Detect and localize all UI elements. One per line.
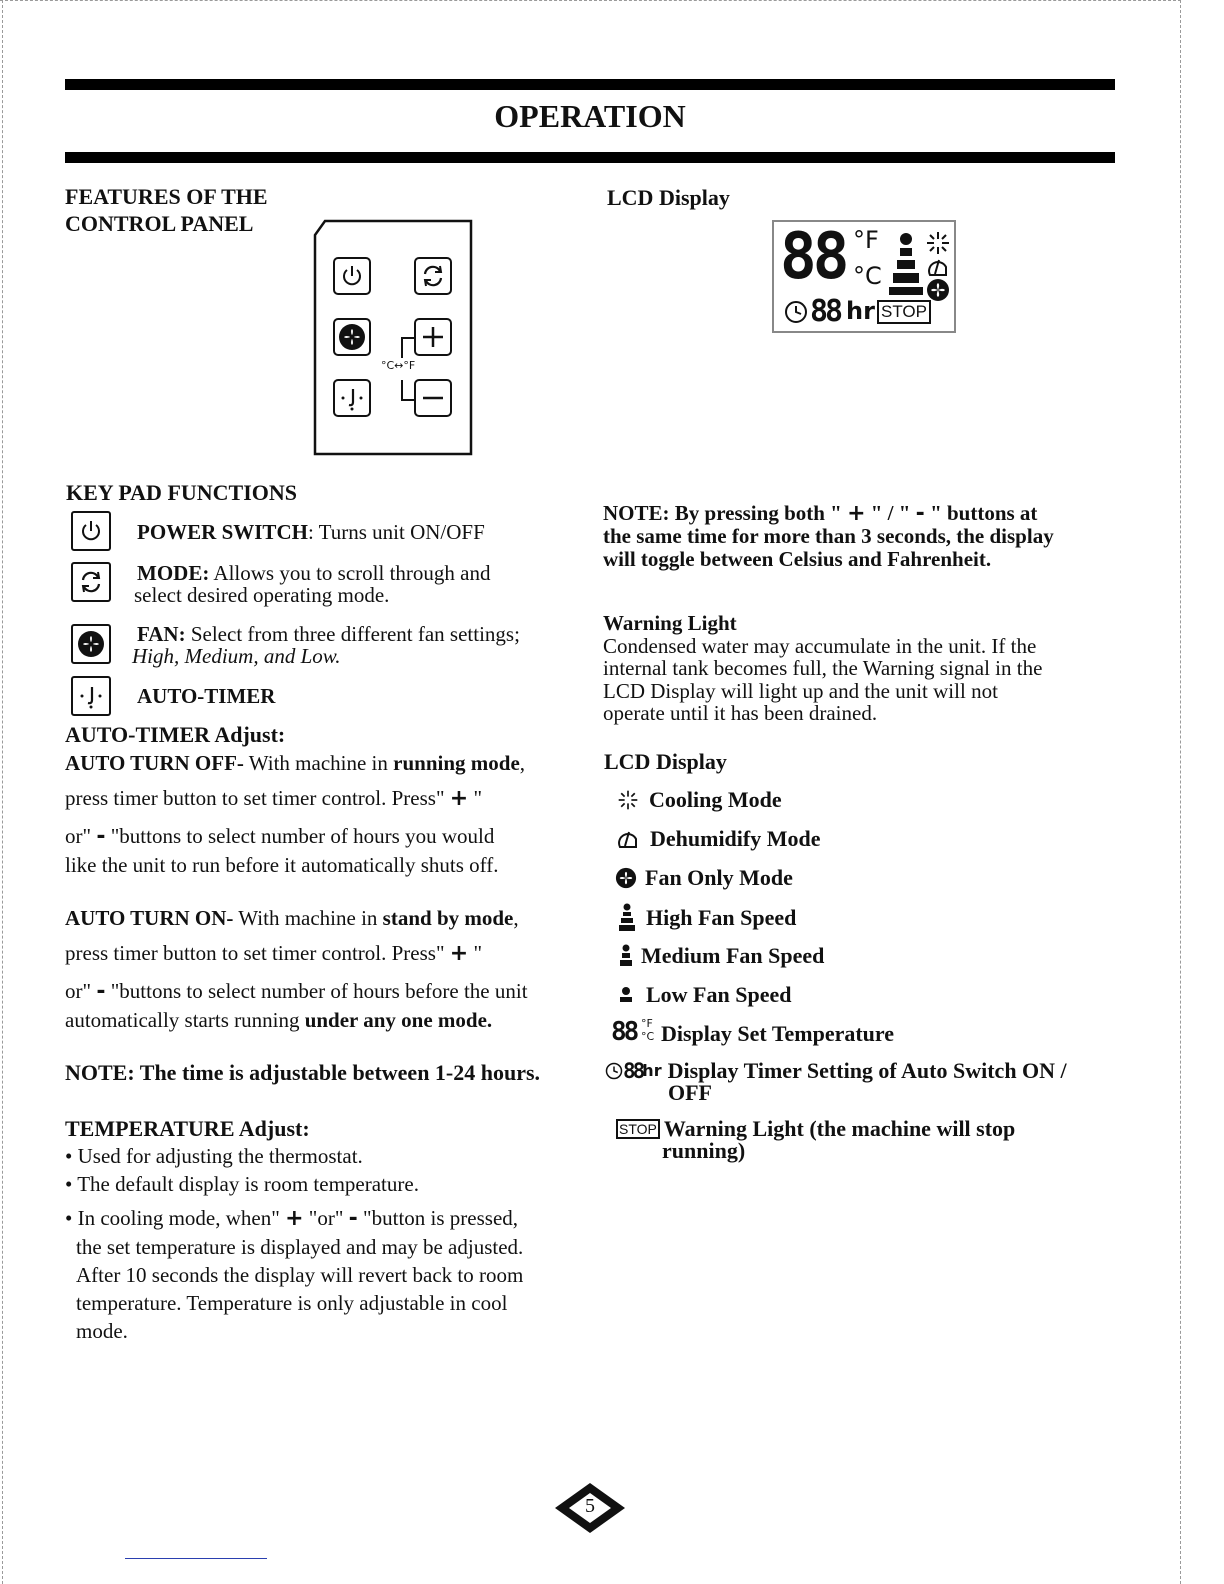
key-mode-name: MODE: — [137, 561, 210, 585]
keypad-heading: KEY PAD FUNCTIONS — [66, 480, 298, 505]
minus-symbol: - — [96, 979, 106, 1004]
fan-icon — [926, 278, 950, 302]
mode-cycle-icon — [78, 569, 104, 595]
page-border-top — [0, 0, 1181, 1]
plus-symbol: + — [449, 786, 469, 811]
timer-adjust-heading: AUTO-TIMER Adjust: — [65, 722, 286, 747]
plus-symbol: + — [449, 941, 469, 966]
note-toggle-l3: will toggle between Celsius and Fahrenheit. — [603, 547, 992, 571]
panel-minus-button[interactable] — [414, 379, 452, 417]
minus-symbol: - — [96, 824, 106, 849]
auto-turn-on-block — [65, 904, 528, 1034]
temperature-adjust-heading: TEMPERATURE Adjust: — [65, 1116, 310, 1141]
legend-warning-label2: running) — [662, 1138, 746, 1163]
minus-symbol: - — [915, 501, 925, 526]
under-any-one-mode-text: under any one mode. — [304, 1008, 493, 1032]
auto-turn-on-line2b: " — [468, 941, 483, 965]
set-temperature-icon — [611, 1017, 657, 1047]
plus-symbol: + — [847, 501, 866, 526]
timer-icon — [78, 683, 104, 709]
auto-turn-off-label: AUTO TURN OFF- — [65, 751, 244, 775]
warning-line-1: Condensed water may accumulate in the unit. If the — [603, 633, 1037, 658]
warning-light-heading: Warning Light — [603, 611, 737, 635]
key-power-text — [137, 518, 485, 546]
legend-fan-only-mode — [615, 865, 793, 891]
key-mode-desc: Allows you to scroll through and — [209, 561, 491, 585]
legend-timer-label2: OFF — [668, 1080, 712, 1105]
page-number-badge — [553, 1481, 627, 1535]
page-number: 5 — [585, 1495, 595, 1517]
legend-timer-label: Display Timer Setting of Auto Switch ON / — [667, 1058, 1067, 1083]
key-power-name: POWER SWITCH — [137, 520, 308, 544]
panel-fan-button[interactable] — [333, 318, 371, 356]
auto-turn-on-line3b: "buttons to select number of hours before the unit — [105, 979, 528, 1003]
lcd-display-heading: LCD Display — [607, 185, 730, 210]
lcd-hr-label: hr — [846, 297, 875, 325]
features-heading-line2: CONTROL PANEL — [65, 211, 254, 236]
legend-warning-light — [616, 1118, 1015, 1162]
note-toggle-b: " / " — [865, 501, 916, 525]
fan-icon — [76, 629, 106, 659]
legend-set-temp-label: Display Set Temperature — [661, 1021, 895, 1046]
set-temp-unit-f: °F — [641, 1017, 653, 1030]
lcd-celsius-label: °C — [853, 262, 882, 290]
legend-cooling-label: Cooling Mode — [649, 787, 782, 812]
timer-digits: 88 — [623, 1059, 643, 1083]
warning-light-section — [603, 612, 1042, 725]
page-border-right — [1180, 0, 1181, 1584]
key-mode-text — [134, 561, 491, 607]
panel-power-button[interactable] — [333, 257, 371, 295]
key-timer-name: AUTO-TIMER — [137, 684, 276, 708]
plus-symbol: + — [285, 1206, 304, 1231]
header-rule-bottom — [65, 152, 1115, 163]
features-heading-line1: FEATURES OF THE — [65, 184, 268, 209]
temp-bullet-3-l4: temperature. Temperature is only adjustable in cool — [76, 1291, 508, 1315]
temp-bullet-3-l5: mode. — [76, 1319, 128, 1343]
lcd-fahrenheit-label: °F — [853, 226, 879, 254]
panel-plus-button[interactable] — [414, 318, 452, 356]
power-icon — [340, 264, 364, 288]
bottom-link-underline — [125, 1558, 267, 1559]
auto-turn-on-label: AUTO TURN ON- — [65, 906, 234, 930]
lcd-legend-heading: LCD Display — [604, 749, 727, 774]
key-fan-desc: Select from three different fan settings; — [185, 622, 520, 646]
panel-timer-button[interactable] — [333, 379, 371, 417]
legend-dehumidify-mode — [616, 826, 821, 852]
key-fan-text — [132, 622, 520, 668]
legend-low-fan-speed — [618, 982, 791, 1008]
power-icon — [79, 519, 103, 543]
mode-cycle-icon — [420, 263, 446, 289]
warning-line-4: operate until it has been drained. — [603, 701, 878, 725]
droplet-icon — [926, 255, 950, 279]
control-panel-diagram — [313, 219, 473, 456]
legend-medium-fan-label: Medium Fan Speed — [641, 943, 825, 968]
set-temp-unit-c: °C — [641, 1030, 655, 1043]
key-timer-icon-box — [71, 676, 111, 716]
legend-warning-label: Warning Light (the machine will stop — [663, 1116, 1016, 1141]
temp-bullet-3-l2: the set temperature is displayed and may be adjusted. — [76, 1235, 524, 1259]
legend-cooling-mode — [617, 787, 782, 813]
minus-symbol: - — [348, 1206, 358, 1231]
legend-set-temperature — [611, 1017, 895, 1047]
temp-bullet-3a: • In cooling mode, when" — [65, 1206, 286, 1230]
auto-turn-off-line2a: press timer button to set timer control. Press" — [65, 786, 450, 810]
key-mode-desc2: select desired operating mode. — [134, 583, 390, 607]
auto-turn-off-t1: With machine in — [243, 751, 394, 775]
legend-high-fan-speed — [617, 903, 796, 933]
page-border-left — [2, 0, 3, 1584]
auto-turn-off-line3b: "buttons to select number of hours you would — [105, 824, 495, 848]
key-fan-name: FAN: — [137, 622, 186, 646]
temp-bullet-3-l3: After 10 seconds the display will revert back to room — [76, 1263, 524, 1287]
note-toggle-c: " buttons at — [924, 501, 1038, 525]
warning-line-2: internal tank becomes full, the Warning signal in the — [603, 656, 1043, 680]
key-power-desc: : Turns unit ON/OFF — [307, 520, 485, 544]
key-fan-desc2: High, Medium, and Low. — [132, 644, 341, 668]
auto-turn-off-block — [65, 749, 525, 879]
legend-fan-only-label: Fan Only Mode — [645, 865, 793, 890]
auto-turn-off-line3a: or" — [65, 824, 97, 848]
running-mode-text: running mode — [393, 751, 520, 775]
auto-turn-off-line4: like the unit to run before it automatically shuts off. — [65, 853, 499, 877]
fan-icon — [615, 867, 637, 889]
key-fan-icon-box — [71, 624, 111, 664]
timer-display-icon — [605, 1060, 662, 1082]
high-fan-speed-icon — [617, 903, 637, 933]
legend-timer-setting — [605, 1060, 1067, 1104]
auto-turn-off-t2: , — [519, 751, 526, 775]
auto-turn-on-line2a: press timer button to set timer control. Press" — [65, 941, 450, 965]
key-power-icon-box — [71, 511, 111, 551]
key-timer-text — [137, 682, 275, 710]
stand-by-mode-text: stand by mode — [382, 906, 514, 930]
header-rule-top — [65, 79, 1115, 90]
auto-turn-on-line3a: or" — [65, 979, 97, 1003]
legend-dehumidify-label: Dehumidify Mode — [650, 826, 821, 851]
auto-turn-off-line2b: " — [468, 786, 483, 810]
minus-icon — [420, 385, 446, 411]
auto-turn-on-line4a: automatically starts running — [65, 1008, 305, 1032]
note-toggle — [603, 502, 1054, 571]
set-temp-digits: 88 — [611, 1017, 637, 1047]
plus-icon — [420, 324, 446, 350]
note-toggle-a: NOTE: By pressing both " — [603, 501, 848, 525]
panel-mode-button[interactable] — [414, 257, 452, 295]
key-mode-icon-box — [71, 562, 111, 602]
temp-bullet-1: • Used for adjusting the thermostat. — [65, 1144, 363, 1168]
lcd-temperature-digits: 88 — [780, 220, 846, 294]
page-title: OPERATION — [494, 98, 686, 134]
note-time: NOTE: The time is adjustable between 1-24 hours. — [65, 1060, 541, 1085]
temp-bullet-3c: "button is pressed, — [357, 1206, 519, 1230]
lcd-display-panel — [772, 220, 956, 333]
legend-low-fan-label: Low Fan Speed — [646, 982, 792, 1007]
stop-warning-icon: STOP — [616, 1119, 660, 1139]
medium-fan-speed-icon — [617, 944, 635, 968]
clock-icon — [784, 300, 808, 324]
fan-speed-bars-icon — [887, 230, 925, 296]
clock-icon — [605, 1062, 623, 1080]
temperature-bullets — [65, 1142, 523, 1345]
legend-high-fan-label: High Fan Speed — [646, 905, 797, 930]
fan-icon — [337, 322, 367, 352]
legend-medium-fan-speed — [617, 943, 824, 969]
timer-icon — [339, 385, 365, 411]
celsius-fahrenheit-label: °C↔°F — [381, 359, 416, 372]
lcd-stop-indicator: STOP — [877, 300, 931, 324]
features-heading — [65, 183, 268, 237]
temp-bullet-3b: "or" — [303, 1206, 349, 1230]
snowflake-icon — [925, 230, 951, 256]
warning-line-3: LCD Display will light up and the unit will not — [603, 678, 998, 703]
temp-bullet-2: • The default display is room temperature. — [65, 1172, 419, 1196]
auto-turn-on-t2: , — [513, 906, 519, 930]
droplet-icon — [616, 827, 640, 851]
lcd-timer-digits: 88 — [810, 294, 841, 329]
timer-hr-label: hr — [642, 1061, 662, 1080]
auto-turn-on-t1: With machine in — [233, 906, 383, 930]
low-fan-speed-icon — [618, 986, 634, 1004]
note-toggle-l2: the same time for more than 3 seconds, the display — [603, 524, 1054, 548]
snowflake-icon — [617, 789, 639, 811]
